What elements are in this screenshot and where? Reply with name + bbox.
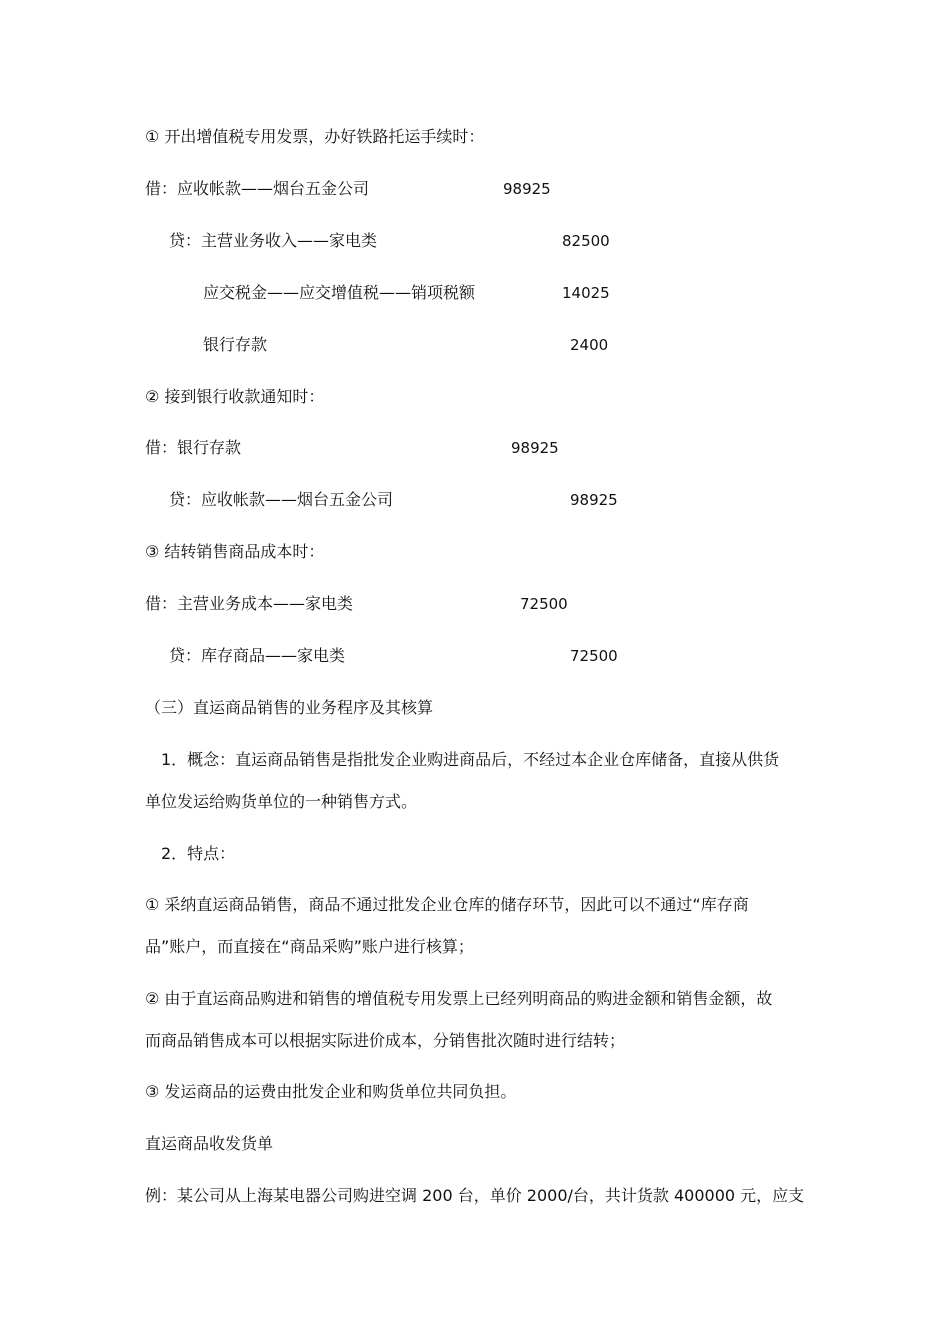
feature-3: ③ 发运商品的运费由批发企业和购货单位共同负担。 — [145, 1082, 517, 1101]
step3-debit-account: 借：主营业务成本——家电类 — [145, 594, 354, 613]
step1-credit-amount-2: 14025 — [562, 284, 610, 302]
step1-credit-account-2: 应交税金——应交增值税——销项税额 — [203, 283, 476, 302]
step3-debit-amount: 72500 — [520, 595, 568, 613]
features-heading: 2．特点： — [161, 844, 236, 863]
step1-title: ① 开出增值税专用发票，办好铁路托运手续时： — [145, 127, 485, 146]
section-heading: （三）直运商品销售的业务程序及其核算 — [145, 698, 434, 717]
step1-credit-account-1: 贷：主营业务收入——家电类 — [169, 231, 378, 250]
step1-debit-amount: 98925 — [503, 180, 551, 198]
feature-1-line-2: 品”账户，而直接在“商品采购”账户进行核算； — [145, 937, 474, 956]
step1-credit-account-3: 银行存款 — [203, 335, 268, 354]
step3-credit-account: 贷：库存商品——家电类 — [169, 646, 346, 665]
concept-line-2: 单位发运给购货单位的一种销售方式。 — [145, 792, 418, 811]
concept-line-1: 1．概念：直运商品销售是指批发企业购进商品后，不经过本企业仓库储备，直接从供货 — [161, 750, 780, 769]
step1-credit-amount-1: 82500 — [562, 232, 610, 250]
feature-1-line-1: ① 采纳直运商品销售，商品不通过批发企业仓库的储存环节，因此可以不通过“库存商 — [145, 895, 749, 914]
step2-credit-account: 贷：应收帐款——烟台五金公司 — [169, 490, 394, 509]
step2-title: ② 接到银行收款通知时： — [145, 387, 325, 406]
step3-credit-amount: 72500 — [570, 647, 618, 665]
document-subtitle: 直运商品收发货单 — [145, 1134, 274, 1153]
step1-credit-amount-3: 2400 — [570, 336, 609, 354]
step2-debit-amount: 98925 — [511, 439, 559, 457]
feature-2-line-1: ② 由于直运商品购进和销售的增值税专用发票上已经列明商品的购进金额和销售金额，故 — [145, 989, 773, 1008]
step1-debit-account: 借：应收帐款——烟台五金公司 — [145, 179, 370, 198]
feature-2-line-2: 而商品销售成本可以根据实际进价成本，分销售批次随时进行结转； — [145, 1031, 626, 1050]
step2-credit-amount: 98925 — [570, 491, 618, 509]
step2-debit-account: 借：银行存款 — [145, 438, 242, 457]
example-paragraph: 例：某公司从上海某电器公司购进空调 200 台，单价 2000/台，共计货款 400000 元，应支 — [145, 1186, 805, 1205]
step3-title: ③ 结转销售商品成本时： — [145, 542, 325, 561]
